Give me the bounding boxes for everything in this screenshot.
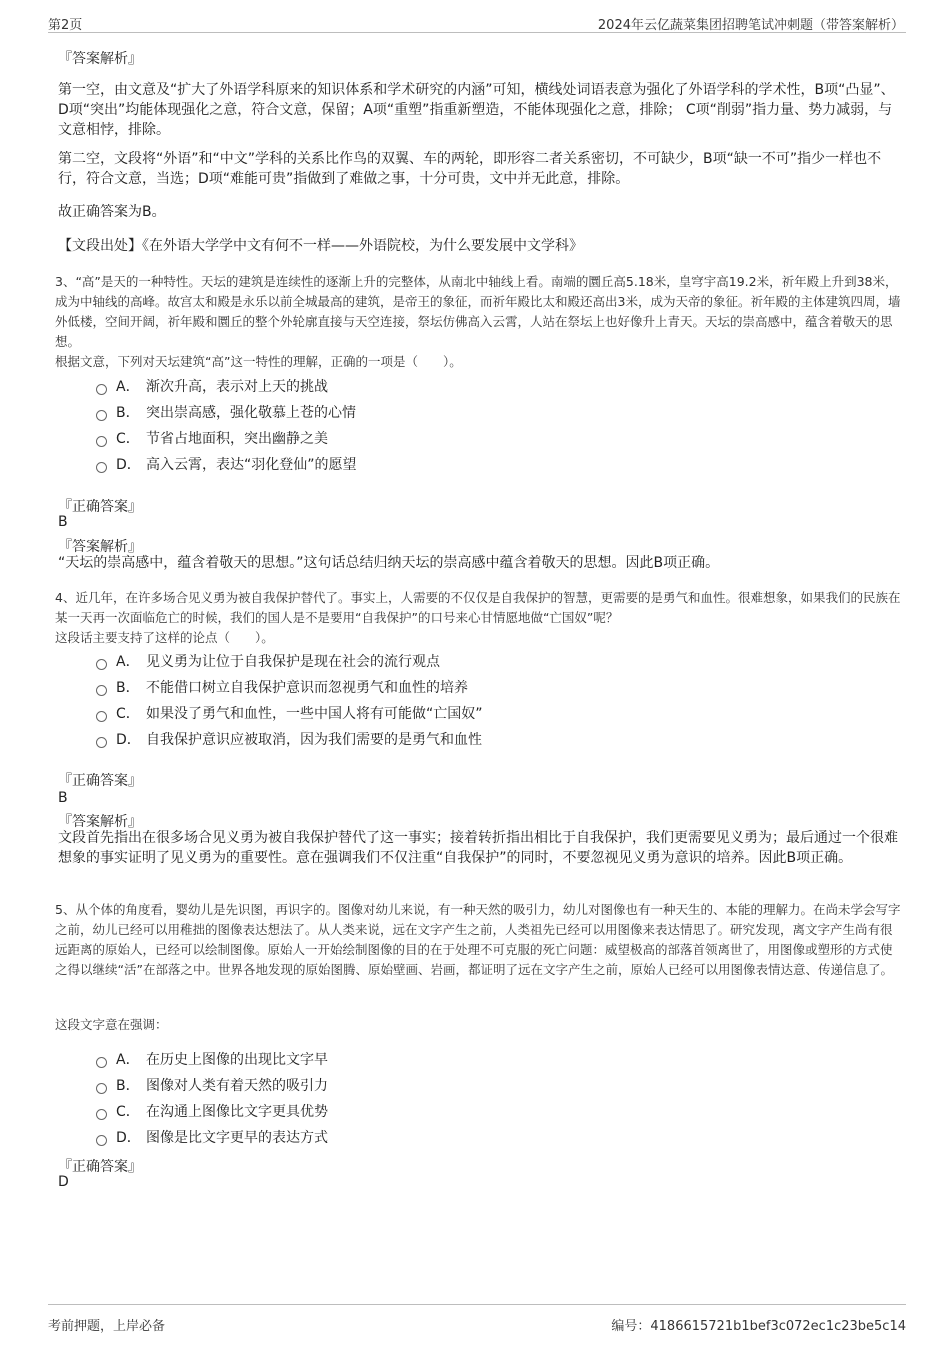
q3-analysis: “天坛的崇高感中，蕴含着敬天的思想。”这句话总结归纳天坛的崇高感中蕴含着敬天的思想。因此B项正确。 [58, 555, 720, 571]
q4-stem: 4、近几年，在许多场合见义勇为被自我保护替代了。事实上，人需要的不仅仅是自我保护的智慧，更需要的是勇气和血性。很难想象，如果我们的民族在某一天再一次面临危亡的时候，我们的国人是不是要用“自我保护”的口号来心甘情愿地做“亡国奴”呢？ [55, 590, 901, 625]
page-footer [48, 1304, 906, 1334]
q2-analysis-para-2: 第二空，文段将“外语”和“中文”学科的关系比作鸟的双翼、车的两轮，即形容二者关系密切，不可缺少，B项“缺一不可”指少一样也不行，符合文意，当选；D项“难能可贵”指做到了难做之事，十分可贵，文中并无此意，排除。 [58, 151, 882, 187]
q5-option-c[interactable]: C． 在沟通上图像比文字更具优势 [96, 1101, 328, 1121]
q3-answer-label: 『正确答案』 [58, 499, 142, 515]
radio-icon[interactable] [96, 737, 107, 748]
q4-analysis-label: 『答案解析』 [58, 814, 142, 830]
radio-icon[interactable] [96, 1083, 107, 1094]
radio-icon[interactable] [96, 711, 107, 722]
radio-icon[interactable] [96, 1057, 107, 1068]
radio-icon[interactable] [96, 384, 107, 395]
q3-question: 根据文意，下列对天坛建筑“高”这一特性的理解，正确的一项是（ ）。 [55, 354, 462, 369]
radio-icon[interactable] [96, 410, 107, 421]
q2-conclusion: 故正确答案为B。 [58, 204, 166, 220]
q3-option-c[interactable]: C． 节省占地面积，突出幽静之美 [96, 428, 328, 448]
q4-option-c[interactable]: C． 如果没了勇气和血性，一些中国人将有可能做“亡国奴” [96, 703, 483, 723]
q4-question: 这段话主要支持了这样的论点（ ）。 [55, 630, 274, 645]
q3-analysis-label: 『答案解析』 [58, 539, 142, 555]
radio-icon[interactable] [96, 685, 107, 696]
q2-source: 【文段出处】《在外语大学学中文有何不一样——外语院校，为什么要发展中文学科》 [58, 238, 583, 254]
q2-analysis-label: 『答案解析』 [58, 51, 142, 67]
q3-stem: 3、“高”是天的一种特性。天坛的建筑是连续性的逐渐上升的完整体，从南北中轴线上看。南端的圜丘高5.18米，皇穹宇高19.2米，祈年殿上升到38米，成为中轴线的高峰。故宫太和殿是永乐以前全城最高的建筑，是帝王的象征，而祈年殿比太和殿还高出3米，成为天帝的象征。祈年殿的主体建筑四周，墙外低楼，空间开阔，祈年殿和圜丘的整个外轮廓直接与天空连接，祭坛仿佛高入云霄，人站在祭坛上也好像升上青天。天坛的崇高感中，蕴含着敬天的思想。 [55, 274, 901, 349]
q4-option-b[interactable]: B． 不能借口树立自我保护意识而忽视勇气和血性的培养 [96, 677, 468, 697]
q5-question: 这段文字意在强调： [55, 1017, 168, 1032]
radio-icon[interactable] [96, 462, 107, 473]
q5-answer-label: 『正确答案』 [58, 1159, 142, 1175]
footer-serial: 编号：4186615721b1bef3c072ec1c23be5c14 [611, 1319, 906, 1334]
q5-stem: 5、从个体的角度看，婴幼儿是先识图，再识字的。图像对幼儿来说，有一种天然的吸引力，幼儿对图像也有一种天生的、本能的理解力。在尚未学会写字之前，幼儿已经可以用稚拙的图像表达想法了。从人类来说，远在文字产生之前，人类祖先已经可以用图像来表达情思了。研究发现，离文字产生尚有很远距离的原始人，已经可以绘制图像。原始人一开始绘制图像的目的在于处理不可克服的死亡问题：威望极高的部落首领离世了，用图像或塑形的方式使之得以继续“活”在部落之中。世界各地发现的原始图腾、原始壁画、岩画，都证明了远在文字产生之前，原始人已经可以用图像表情达意、传递信息了。 [55, 902, 901, 977]
radio-icon[interactable] [96, 659, 107, 670]
q5-option-b[interactable]: B． 图像对人类有着天然的吸引力 [96, 1075, 328, 1095]
footer-slogan: 考前押题，上岸必备 [48, 1319, 166, 1334]
q5-answer: D [58, 1174, 69, 1190]
page-header [48, 10, 906, 33]
q4-analysis: 文段首先指出在很多场合见义勇为被自我保护替代了这一事实；接着转折指出相比于自我保护，我们更需要见义勇为；最后通过一个很难想象的事实证明了见义勇为的重要性。意在强调我们不仅注重“自我保护”的同时，不要忽视见义勇为意识的培养。因此B项正确。 [58, 830, 898, 866]
q4-answer: B [58, 790, 68, 806]
radio-icon[interactable] [96, 1109, 107, 1120]
radio-icon[interactable] [96, 436, 107, 447]
q3-answer: B [58, 514, 68, 530]
q4-answer-label: 『正确答案』 [58, 773, 142, 789]
q5-option-a[interactable]: A． 在历史上图像的出现比文字早 [96, 1049, 328, 1069]
document-title: 2024年云亿蔬菜集团招聘笔试冲刺题（带答案解析） [597, 18, 904, 33]
radio-icon[interactable] [96, 1135, 107, 1146]
q5-option-d[interactable]: D． 图像是比文字更早的表达方式 [96, 1127, 328, 1147]
q3-option-d[interactable]: D． 高入云霄，表达“羽化登仙”的愿望 [96, 454, 357, 474]
q3-option-a[interactable]: A． 渐次升高，表示对上天的挑战 [96, 376, 328, 396]
q3-option-b[interactable]: B． 突出崇高感，强化敬慕上苍的心情 [96, 402, 356, 422]
page-number: 第2页 [48, 18, 83, 33]
q4-option-d[interactable]: D． 自我保护意识应被取消，因为我们需要的是勇气和血性 [96, 729, 482, 749]
q2-analysis-para-1: 第一空，由文意及“扩大了外语学科原来的知识体系和学术研究的内涵”可知，横线处词语表意为强化了外语学科的学术性，B项“凸显”、D项“突出”均能体现强化之意，符合文意，保留；A项“重塑”指重新塑造，不能体现强化之意，排除； C项“削弱”指力量、势力减弱，与文意相悖，排除。 [58, 82, 895, 138]
q4-option-a[interactable]: A． 见义勇为让位于自我保护是现在社会的流行观点 [96, 651, 440, 671]
